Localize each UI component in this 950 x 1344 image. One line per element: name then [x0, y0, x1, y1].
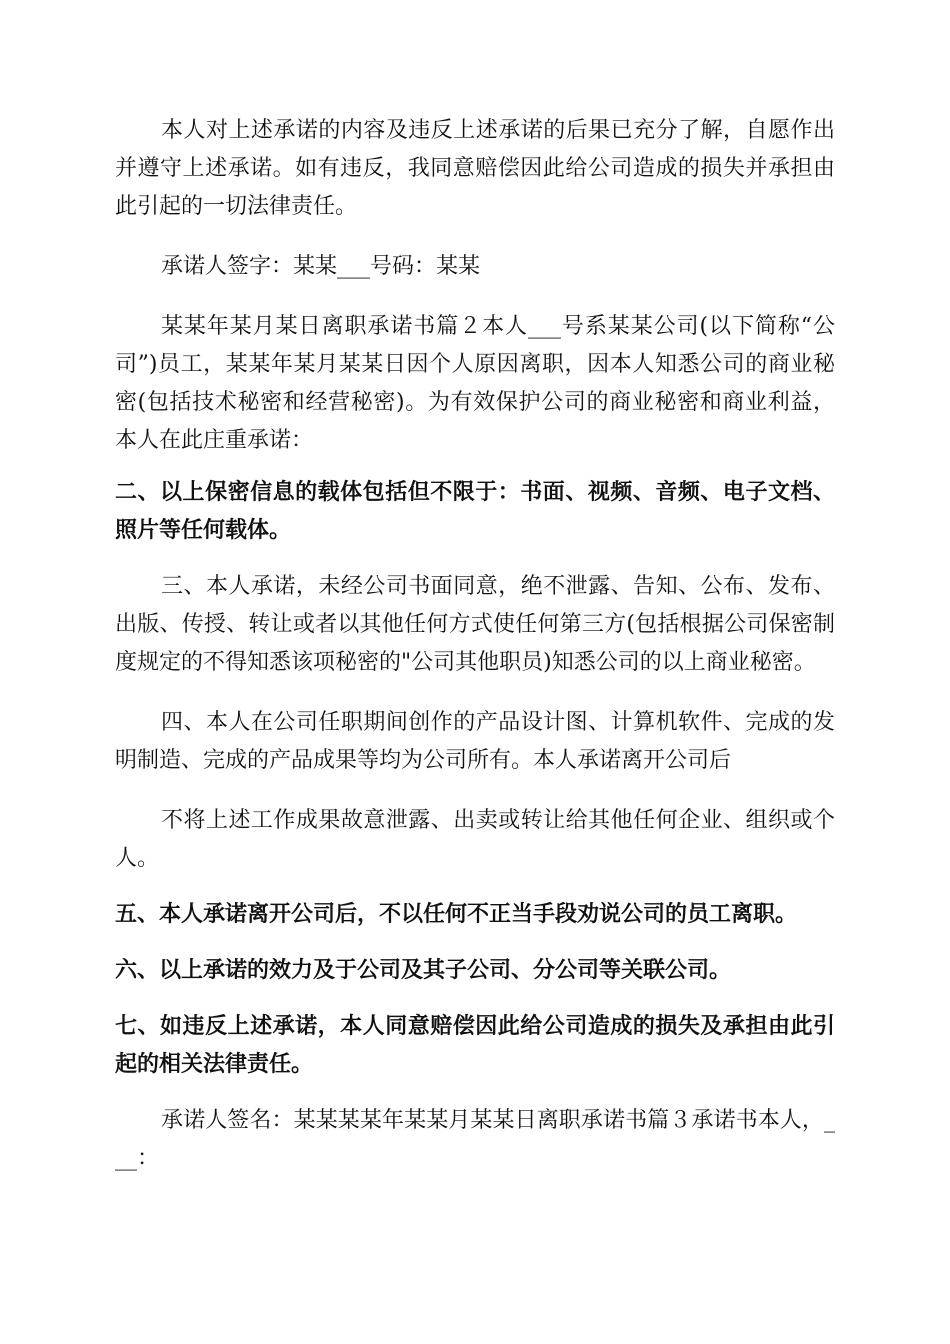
paragraph-item-4-continued: 不将上述工作成果故意泄露、出卖或转让给其他任何企业、组织或个人。: [115, 808, 835, 871]
paragraph-signature-1: 承诺人签字：某某___号码：某某: [161, 254, 481, 279]
paragraph-item-4: 四、本人在公司任职期间创作的产品设计图、计算机软件、完成的发明制造、完成的产品成果等均为公司所有。本人承诺离开公司后: [115, 710, 835, 773]
paragraph-consent: 本人对上述承诺的内容及违反上述承诺的后果已充分了解，自愿作出并遵守上述承诺。如有违反，我同意赔偿因此给公司造成的损失并承担由此引起的一切法律责任。: [115, 118, 835, 219]
paragraph-signature-2: 承诺人签名：某某某某年某某月某某日离职承诺书篇３承诺书本人，___：: [115, 1108, 835, 1171]
document-page: [115, 112, 835, 1178]
paragraph-item-5: 五、本人承诺离开公司后，不以任何不正当手段劝说公司的员工离职。: [115, 902, 798, 927]
paragraph-item-7: 七、如违反上述承诺，本人同意赔偿因此给公司造成的损失及承担由此引起的相关法律责任。: [115, 1014, 835, 1077]
paragraph-item-3: 三、本人承诺，未经公司书面同意，绝不泄露、告知、公布、发布、出版、传授、转让或者以其他任何方式使任何第三方(包括根据公司保密制度规定的不得知悉该项秘密的"公司其他职员)知悉公司的以上商业秘密。: [115, 574, 835, 675]
paragraph-intro-2: 某某年某月某日离职承诺书篇２本人___号系某某公司(以下简称“公司”)员工，某某年某月某某日因个人原因离职，因本人知悉公司的商业秘密(包括技术秘密和经营秘密)。为有效保护公司的商业秘密和商业利益，本人在此庄重承诺：: [115, 314, 835, 453]
paragraph-item-2: 二、以上保密信息的载体包括但不限于：书面、视频、音频、电子文档、照片等任何载体。: [115, 480, 835, 543]
paragraph-item-6: 六、以上承诺的效力及于公司及其子公司、分公司等关联公司。: [115, 958, 732, 983]
